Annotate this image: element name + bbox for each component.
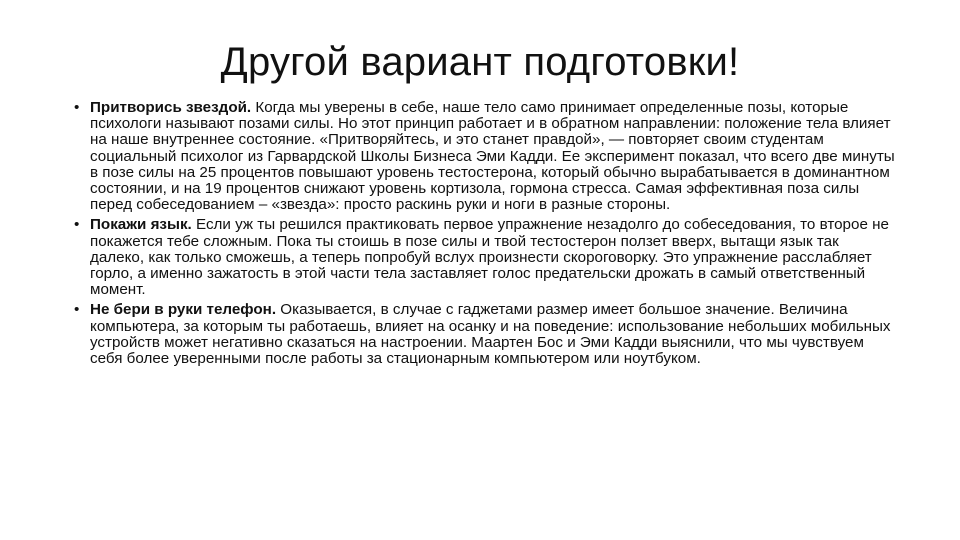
bullet-item-3 [74, 302, 896, 367]
bullet-mark: • [74, 216, 80, 234]
slide-title: Другой вариант подготовки! [220, 40, 740, 84]
bullet-mark: • [74, 99, 80, 116]
bullet-item-2 [74, 217, 896, 298]
bullet-list [74, 100, 896, 371]
bullet-mark: • [74, 301, 80, 319]
bullet-lead: Покажи язык. [90, 216, 192, 234]
bullet-text: Если уж ты решился практиковать первое упражнение незадолго до собеседования, то второе не покажется тебе сложным. Пока ты стоишь в позе силы и твой тестостерон ползет вверх, вытащи язык так далеко, как только сможешь, а теперь попробуй вслух произнести скороговорку. Это упражнение расслабляет горло, а именно зажатость в этой части тела заставляет голос предательски дрожать в самый ответственный момент. [90, 216, 889, 299]
bullet-item-1 [74, 100, 896, 213]
bullet-lead: Притворись звездой. [90, 99, 252, 116]
bullet-text: Когда мы уверены в себе, наше тело само принимает определенные позы, которые психологи называют позами силы. Но этот принцип работает и в обратном направлении: положение тела влияет на наше внутреннее состояние. «Притворяйтесь, и это станет правдой», — повторяет своим студентам социальный психолог из Гарвардской Школы Бизнеса Эми Кадди. Ее эксперимент показал, что всего две минуты в позе силы на 25 процентов повышают уровень тестостерона, который обычно вырабатывается в доминантном состоянии, и на 19 процентов снижают уровень кортизола, гормона стресса. Самая эффективная поза силы перед собеседованием – «звезда»: просто раскинь руки и ноги в разные стороны. [90, 99, 895, 214]
bullet-text: Оказывается, в случае с гаджетами размер имеет большое значение. Величина компьютера, за которым ты работаешь, влияет на осанку и на поведение: использование небольших мобильных устройств может негативно сказаться на настроении. Маартен Бос и Эми Кадди выяснили, что мы чувствуем себя более уверенными после работы за стационарным компьютером или ноутбуком. [90, 301, 891, 368]
bullet-lead: Не бери в руки телефон. [90, 301, 277, 319]
